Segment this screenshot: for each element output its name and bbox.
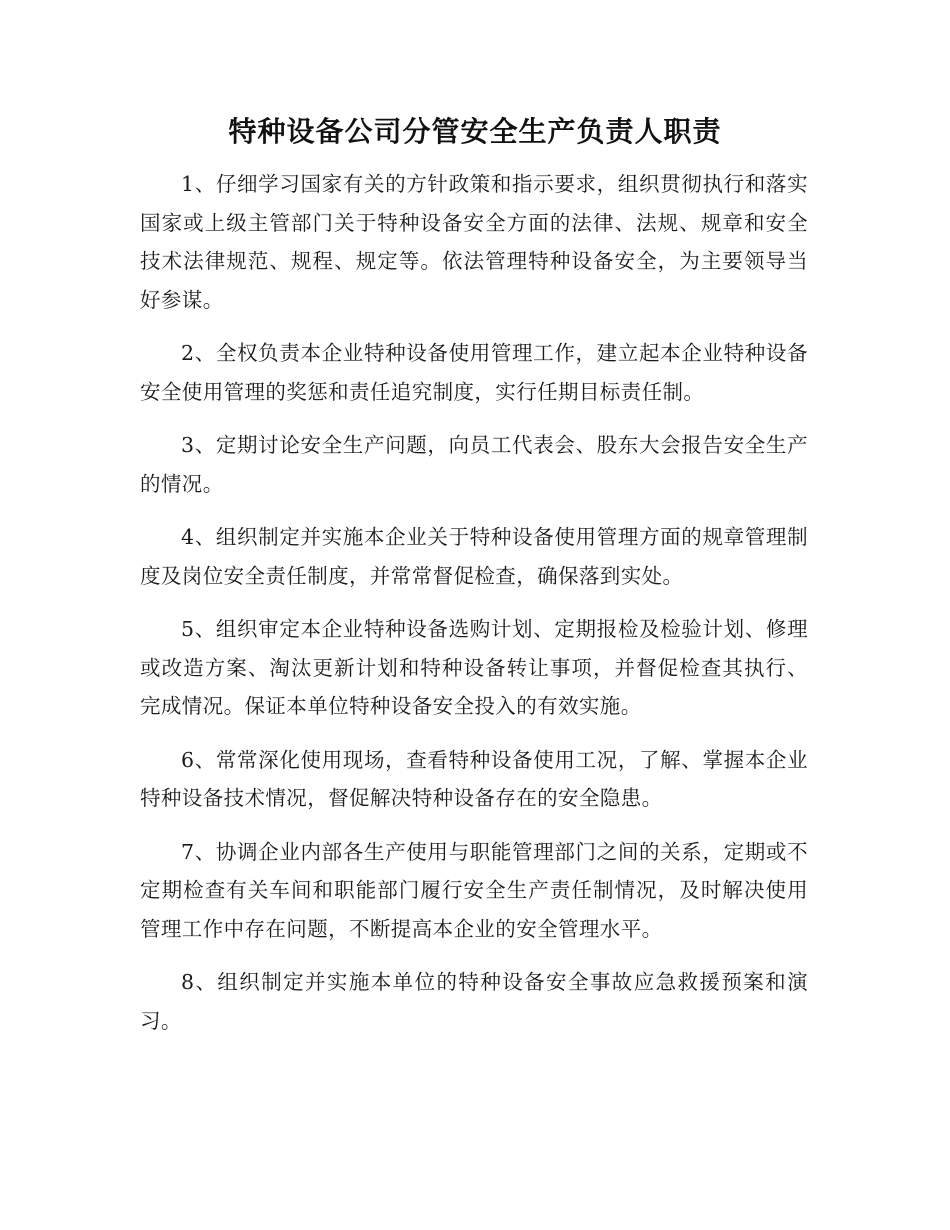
- document-body: [140, 165, 808, 1055]
- paragraph-5: 5、组织审定本企业特种设备选购计划、定期报检及检验计划、修理或改造方案、淘汰更新计划和特种设备转让事项，并督促检查其执行、完成情况。保证本单位特种设备安全投入的有效实施。: [140, 617, 808, 718]
- paragraph-2: 2、全权负责本企业特种设备使用管理工作，建立起本企业特种设备安全使用管理的奖惩和责任追究制度，实行任期目标责任制。: [140, 341, 808, 404]
- paragraph-3: 3、定期讨论安全生产问题，向员工代表会、股东大会报告安全生产的情况。: [140, 433, 808, 496]
- paragraph-4: 4、组织制定并实施本企业关于特种设备使用管理方面的规章管理制度及岗位安全责任制度，并常常督促检查，确保落到实处。: [140, 525, 808, 588]
- document-title: 特种设备公司分管安全生产负责人职责: [228, 115, 722, 148]
- paragraph-7: 7、协调企业内部各生产使用与职能管理部门之间的关系，定期或不定期检查有关车间和职能部门履行安全生产责任制情况，及时解决使用管理工作中存在问题，不断提高本企业的安全管理水平。: [140, 839, 808, 941]
- paragraph-6: 6、常常深化使用现场，查看特种设备使用工况，了解、掌握本企业特种设备技术情况，督促解决特种设备存在的安全隐患。: [140, 747, 808, 810]
- paragraph-1: 1、仔细学习国家有关的方针政策和指示要求，组织贯彻执行和落实国家或上级主管部门关于特种设备安全方面的法律、法规、规章和安全技术法律规范、规程、规定等。依法管理特种设备安全，为主要领导当好参谋。: [140, 172, 808, 312]
- paragraph-8: 8、组织制定并实施本单位的特种设备安全事故应急救援预案和演习。: [140, 970, 808, 1033]
